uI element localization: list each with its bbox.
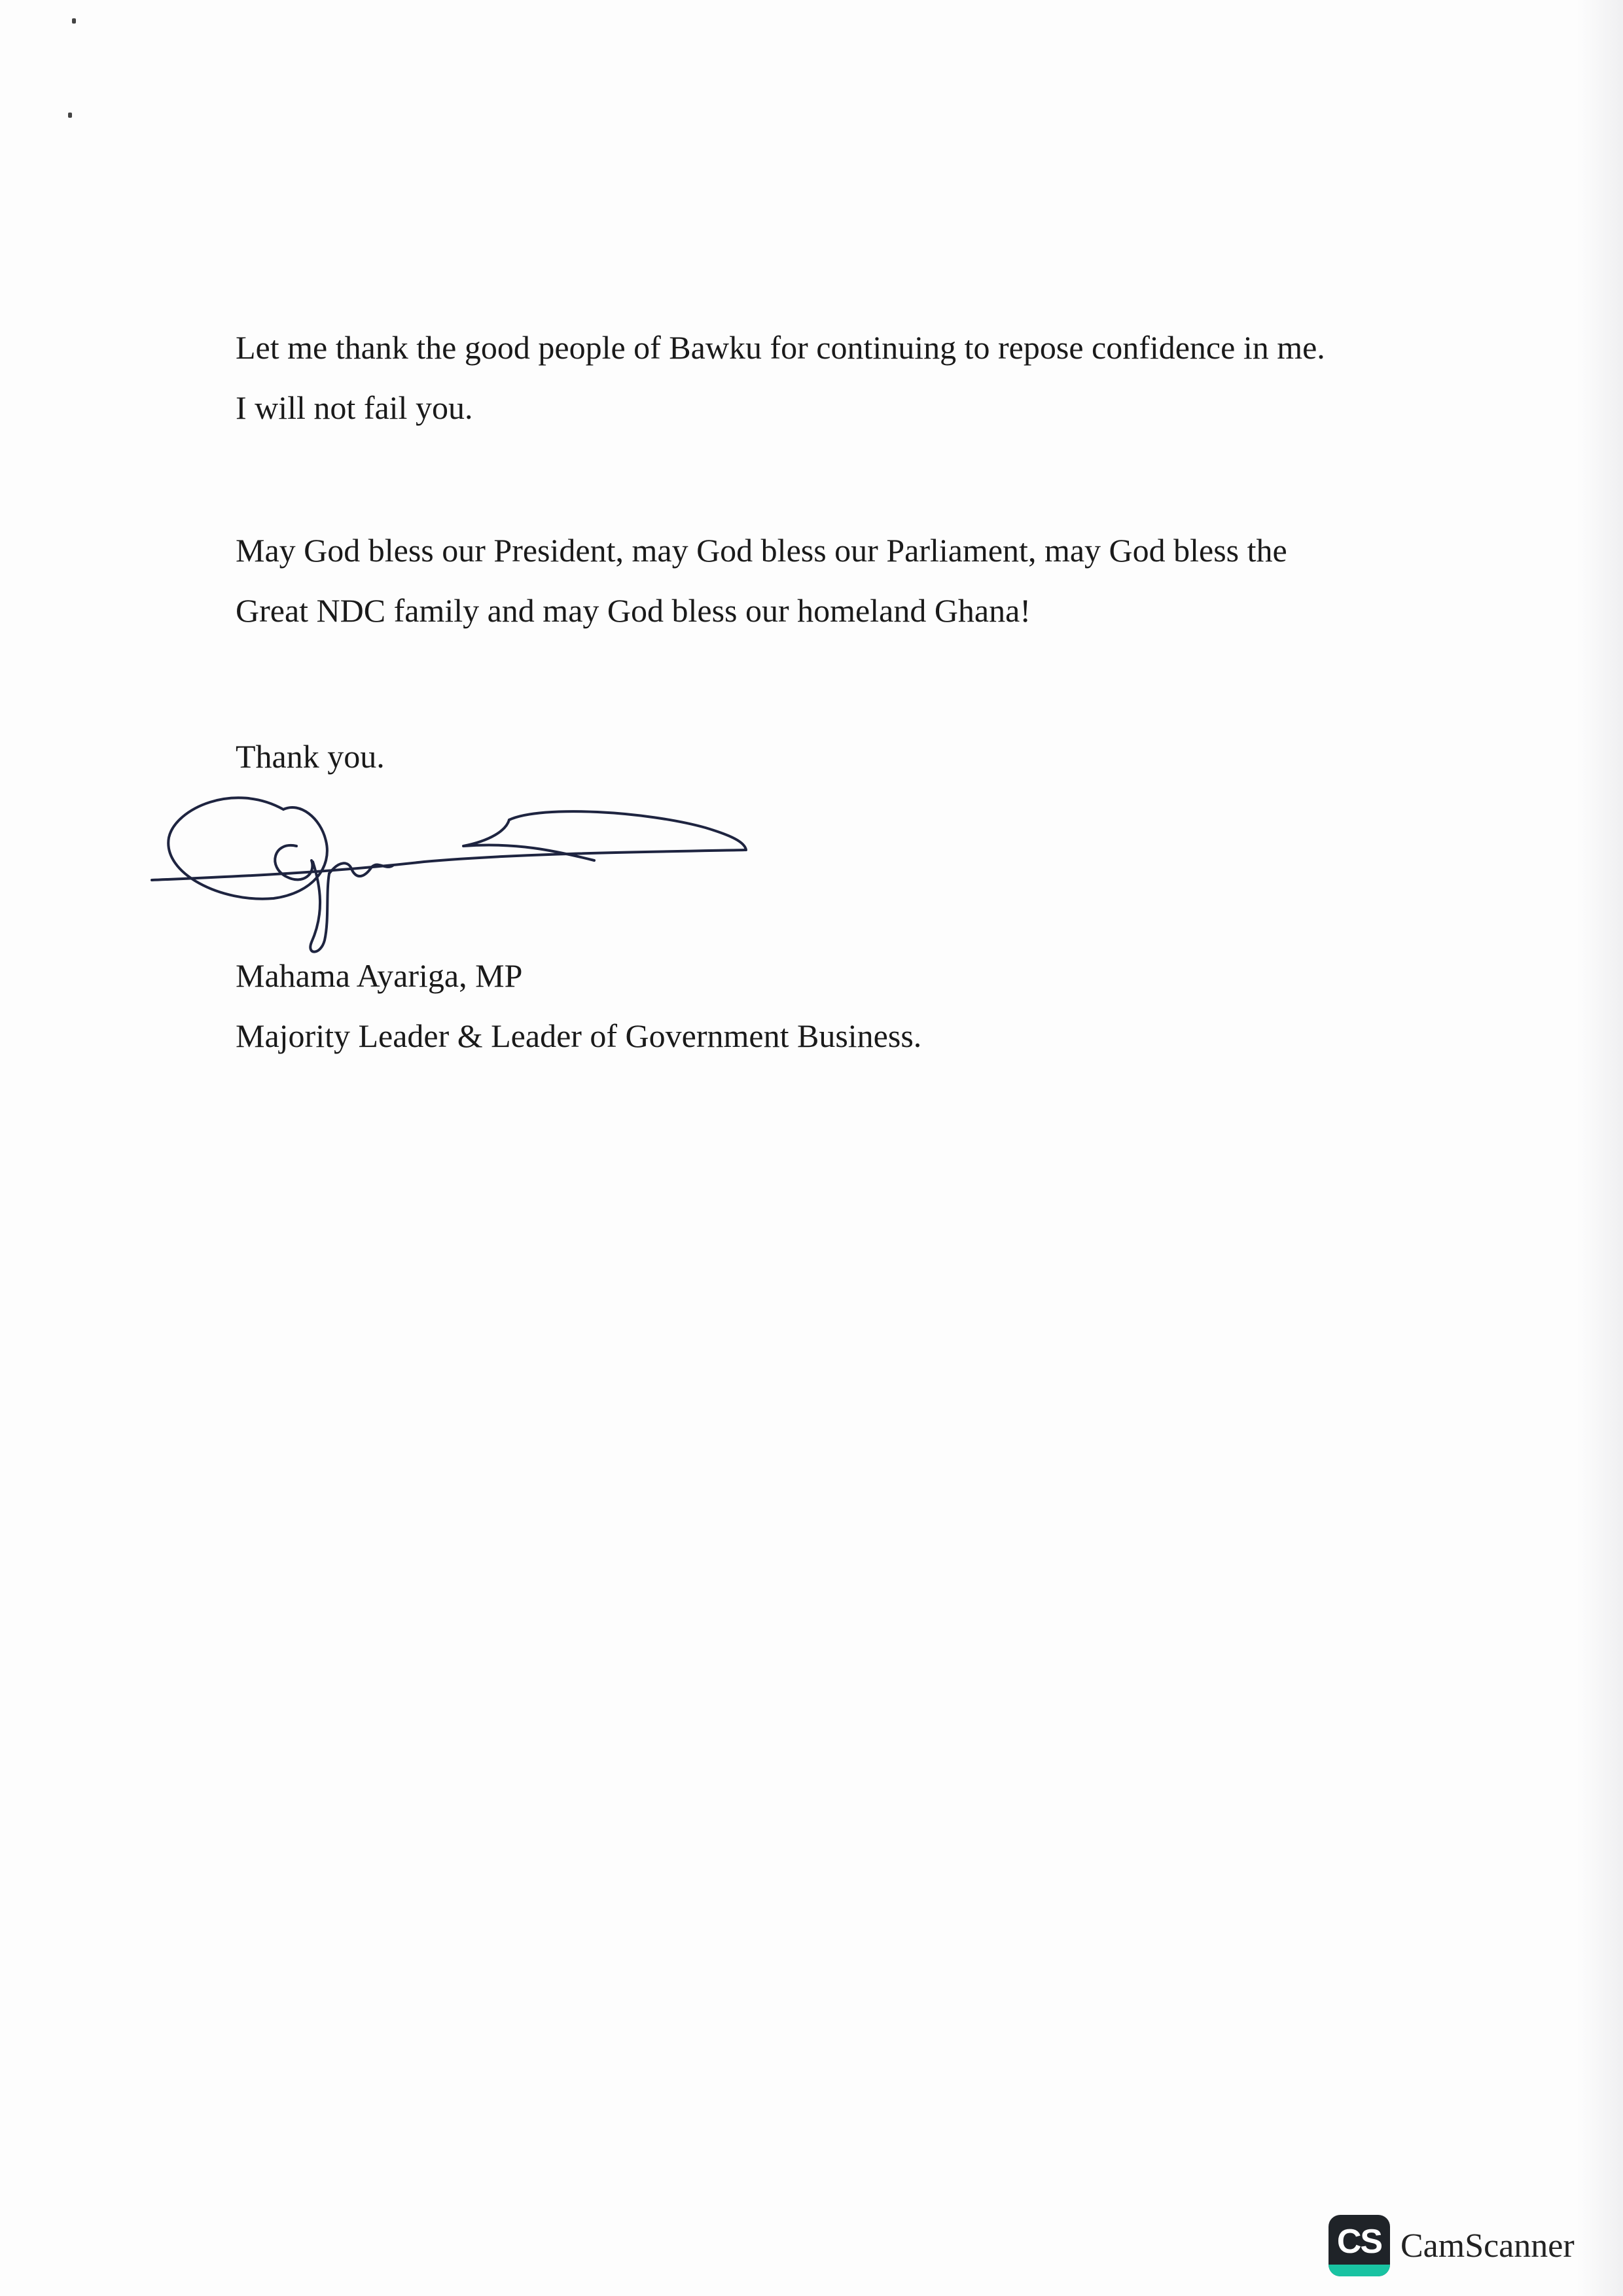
camscanner-logo-icon bbox=[1329, 2215, 1390, 2276]
paragraph-gratitude bbox=[236, 317, 1325, 438]
closing-line: Thank you. bbox=[236, 738, 385, 775]
page-edge-shadow bbox=[1577, 0, 1623, 2296]
signatory-title: Majority Leader & Leader of Government Business. bbox=[236, 1017, 922, 1054]
scan-speck bbox=[72, 18, 76, 24]
text-line: I will not fail you. bbox=[236, 389, 473, 426]
paragraph-blessing bbox=[236, 520, 1287, 641]
signatory-name: Mahama Ayariga, MP bbox=[236, 957, 523, 994]
text-line: Great NDC family and may God bless our homeland Ghana! bbox=[236, 592, 1031, 629]
camscanner-app-name: CamScanner bbox=[1400, 2227, 1575, 2265]
text-line: Let me thank the good people of Bawku for continuing to repose confidence in me. bbox=[236, 329, 1325, 366]
camscanner-watermark bbox=[1329, 2215, 1575, 2276]
text-line: May God bless our President, may God bless our Parliament, may God bless the bbox=[236, 532, 1287, 569]
scan-speck bbox=[68, 113, 72, 118]
camscanner-badge-text: CS bbox=[1336, 2223, 1382, 2261]
handwritten-signature bbox=[149, 788, 777, 959]
